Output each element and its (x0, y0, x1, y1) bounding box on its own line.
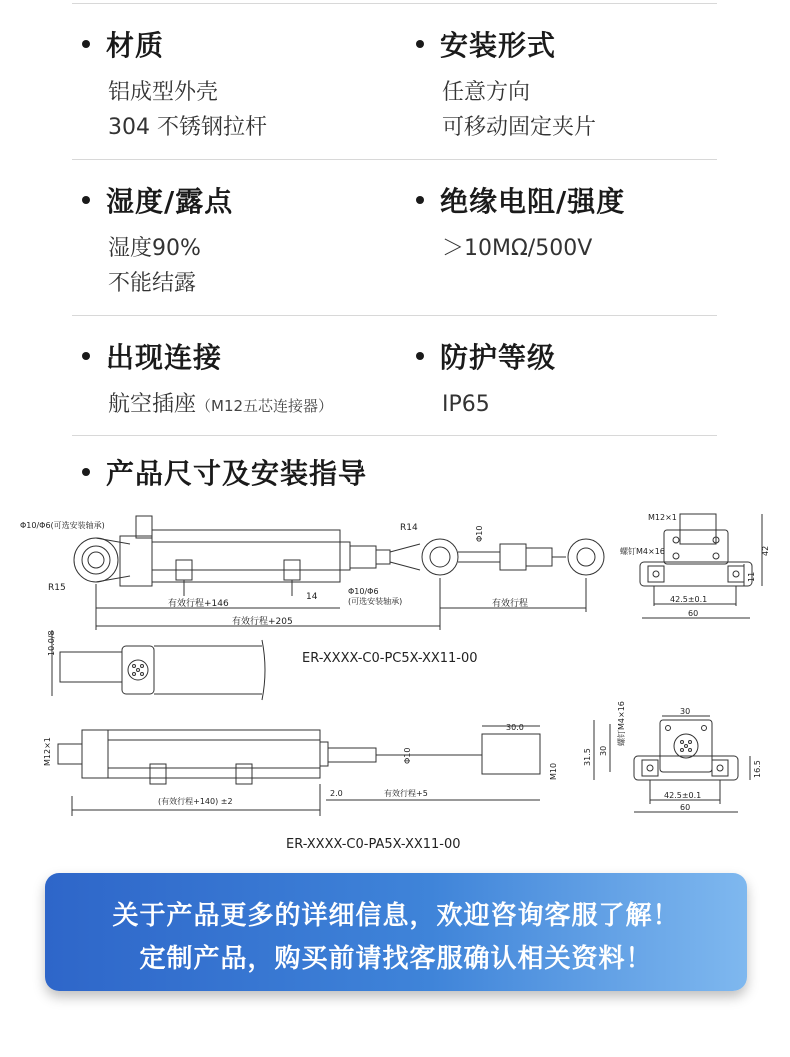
dim-label: (有效行程+140) ±2 (158, 797, 233, 806)
spec-title: 绝缘电阻/强度 (440, 185, 626, 218)
spec-value (84, 390, 333, 421)
spec-value: ＞10MΩ/500V (442, 236, 593, 261)
bullet-icon (82, 196, 90, 204)
spec-protection (418, 336, 556, 420)
bottom-actuator-drawing (58, 726, 540, 816)
spec-humidity (84, 180, 233, 299)
dim-label: 42.5±0.1 (670, 595, 708, 604)
banner-line-1: 关于产品更多的详细信息，欢迎咨询客服了解！ (112, 901, 680, 931)
spec-mount (418, 24, 596, 143)
dim-label: Φ10 (475, 525, 484, 542)
bullet-icon (416, 40, 424, 48)
dim-label: 11 (747, 571, 756, 582)
bullet-icon (416, 196, 424, 204)
spec-material (84, 24, 267, 143)
spec-title: 防护等级 (440, 341, 557, 374)
bullet-icon (416, 352, 424, 360)
dim-label: Φ10/Φ6(可选安装轴承) (20, 521, 105, 530)
dim-label: R15 (48, 583, 66, 593)
dim-label: 14 (306, 592, 318, 602)
spec-title: 安装形式 (440, 29, 557, 62)
spec-value: 可移动固定夹片 (442, 115, 597, 140)
spec-title: 出现连接 (106, 341, 223, 374)
dim-label: 42 (761, 545, 770, 556)
dim-label: 螺钉M4×16 (620, 547, 665, 556)
spec-value: 任意方向 (442, 80, 531, 105)
model-code: ER-XXXX-C0-PC5X-XX11-00 (302, 651, 478, 666)
bullet-icon (82, 468, 90, 476)
dim-label: M12×1 (648, 513, 677, 522)
dim-label: 31.5 (583, 748, 592, 766)
divider-top (72, 3, 717, 4)
dim-label: 16.5 (753, 760, 762, 778)
dim-label: Φ10 (403, 747, 412, 764)
section-title (82, 452, 367, 492)
connector-type: 航空插座 (108, 392, 197, 417)
divider (72, 159, 717, 160)
model-code: ER-XXXX-C0-PA5X-XX11-00 (286, 837, 461, 852)
spec-connector (84, 336, 333, 421)
dim-label: 有效行程+146 (168, 599, 229, 609)
divider (72, 315, 717, 316)
spec-title: 湿度/露点 (106, 185, 234, 218)
dimension-drawing (0, 500, 790, 860)
spec-value: 湿度90% (108, 236, 201, 261)
spec-value: IP65 (442, 392, 490, 417)
top-actuator-drawing (74, 516, 604, 630)
bullet-icon (82, 352, 90, 360)
dim-label: 有效行程+5 (384, 789, 428, 798)
dim-label: 有效行程 (492, 599, 529, 609)
dim-label: 30.0 (506, 723, 524, 732)
connector-side-view (52, 630, 265, 700)
dim-label: 有效行程+205 (232, 617, 293, 627)
spec-insulation (418, 180, 625, 264)
dim-label: R14 (400, 523, 418, 533)
dim-label: 30 (599, 745, 608, 756)
dim-label: 2.0 (330, 789, 343, 798)
dim-label: Φ10/Φ6 (348, 587, 379, 596)
spec-value: 304 不锈钢拉杆 (108, 115, 267, 140)
bullet-icon (82, 40, 90, 48)
dim-label: (可选安装轴承) (348, 597, 403, 606)
spec-value: 不能结露 (108, 271, 197, 296)
dim-label: M12×1 (43, 737, 52, 766)
contact-banner (45, 873, 747, 991)
dim-label: 60 (688, 609, 699, 618)
spec-value: 铝成型外壳 (108, 80, 219, 105)
spec-title: 材质 (106, 29, 165, 62)
dim-label: 60 (680, 803, 691, 812)
divider (72, 435, 717, 436)
dim-label: M10 (549, 762, 558, 780)
connector-note: （M12五芯连接器） (196, 397, 334, 415)
banner-line-2: 定制产品，购买前请找客服确认相关资料！ (139, 944, 653, 974)
dim-label: 30 (680, 707, 691, 716)
dim-label: 10.0/8 (47, 630, 56, 656)
dim-label: 螺钉M4×16 (617, 701, 626, 746)
section-title-text: 产品尺寸及安装指导 (106, 457, 368, 490)
dim-label: 42.5±0.1 (664, 791, 702, 800)
